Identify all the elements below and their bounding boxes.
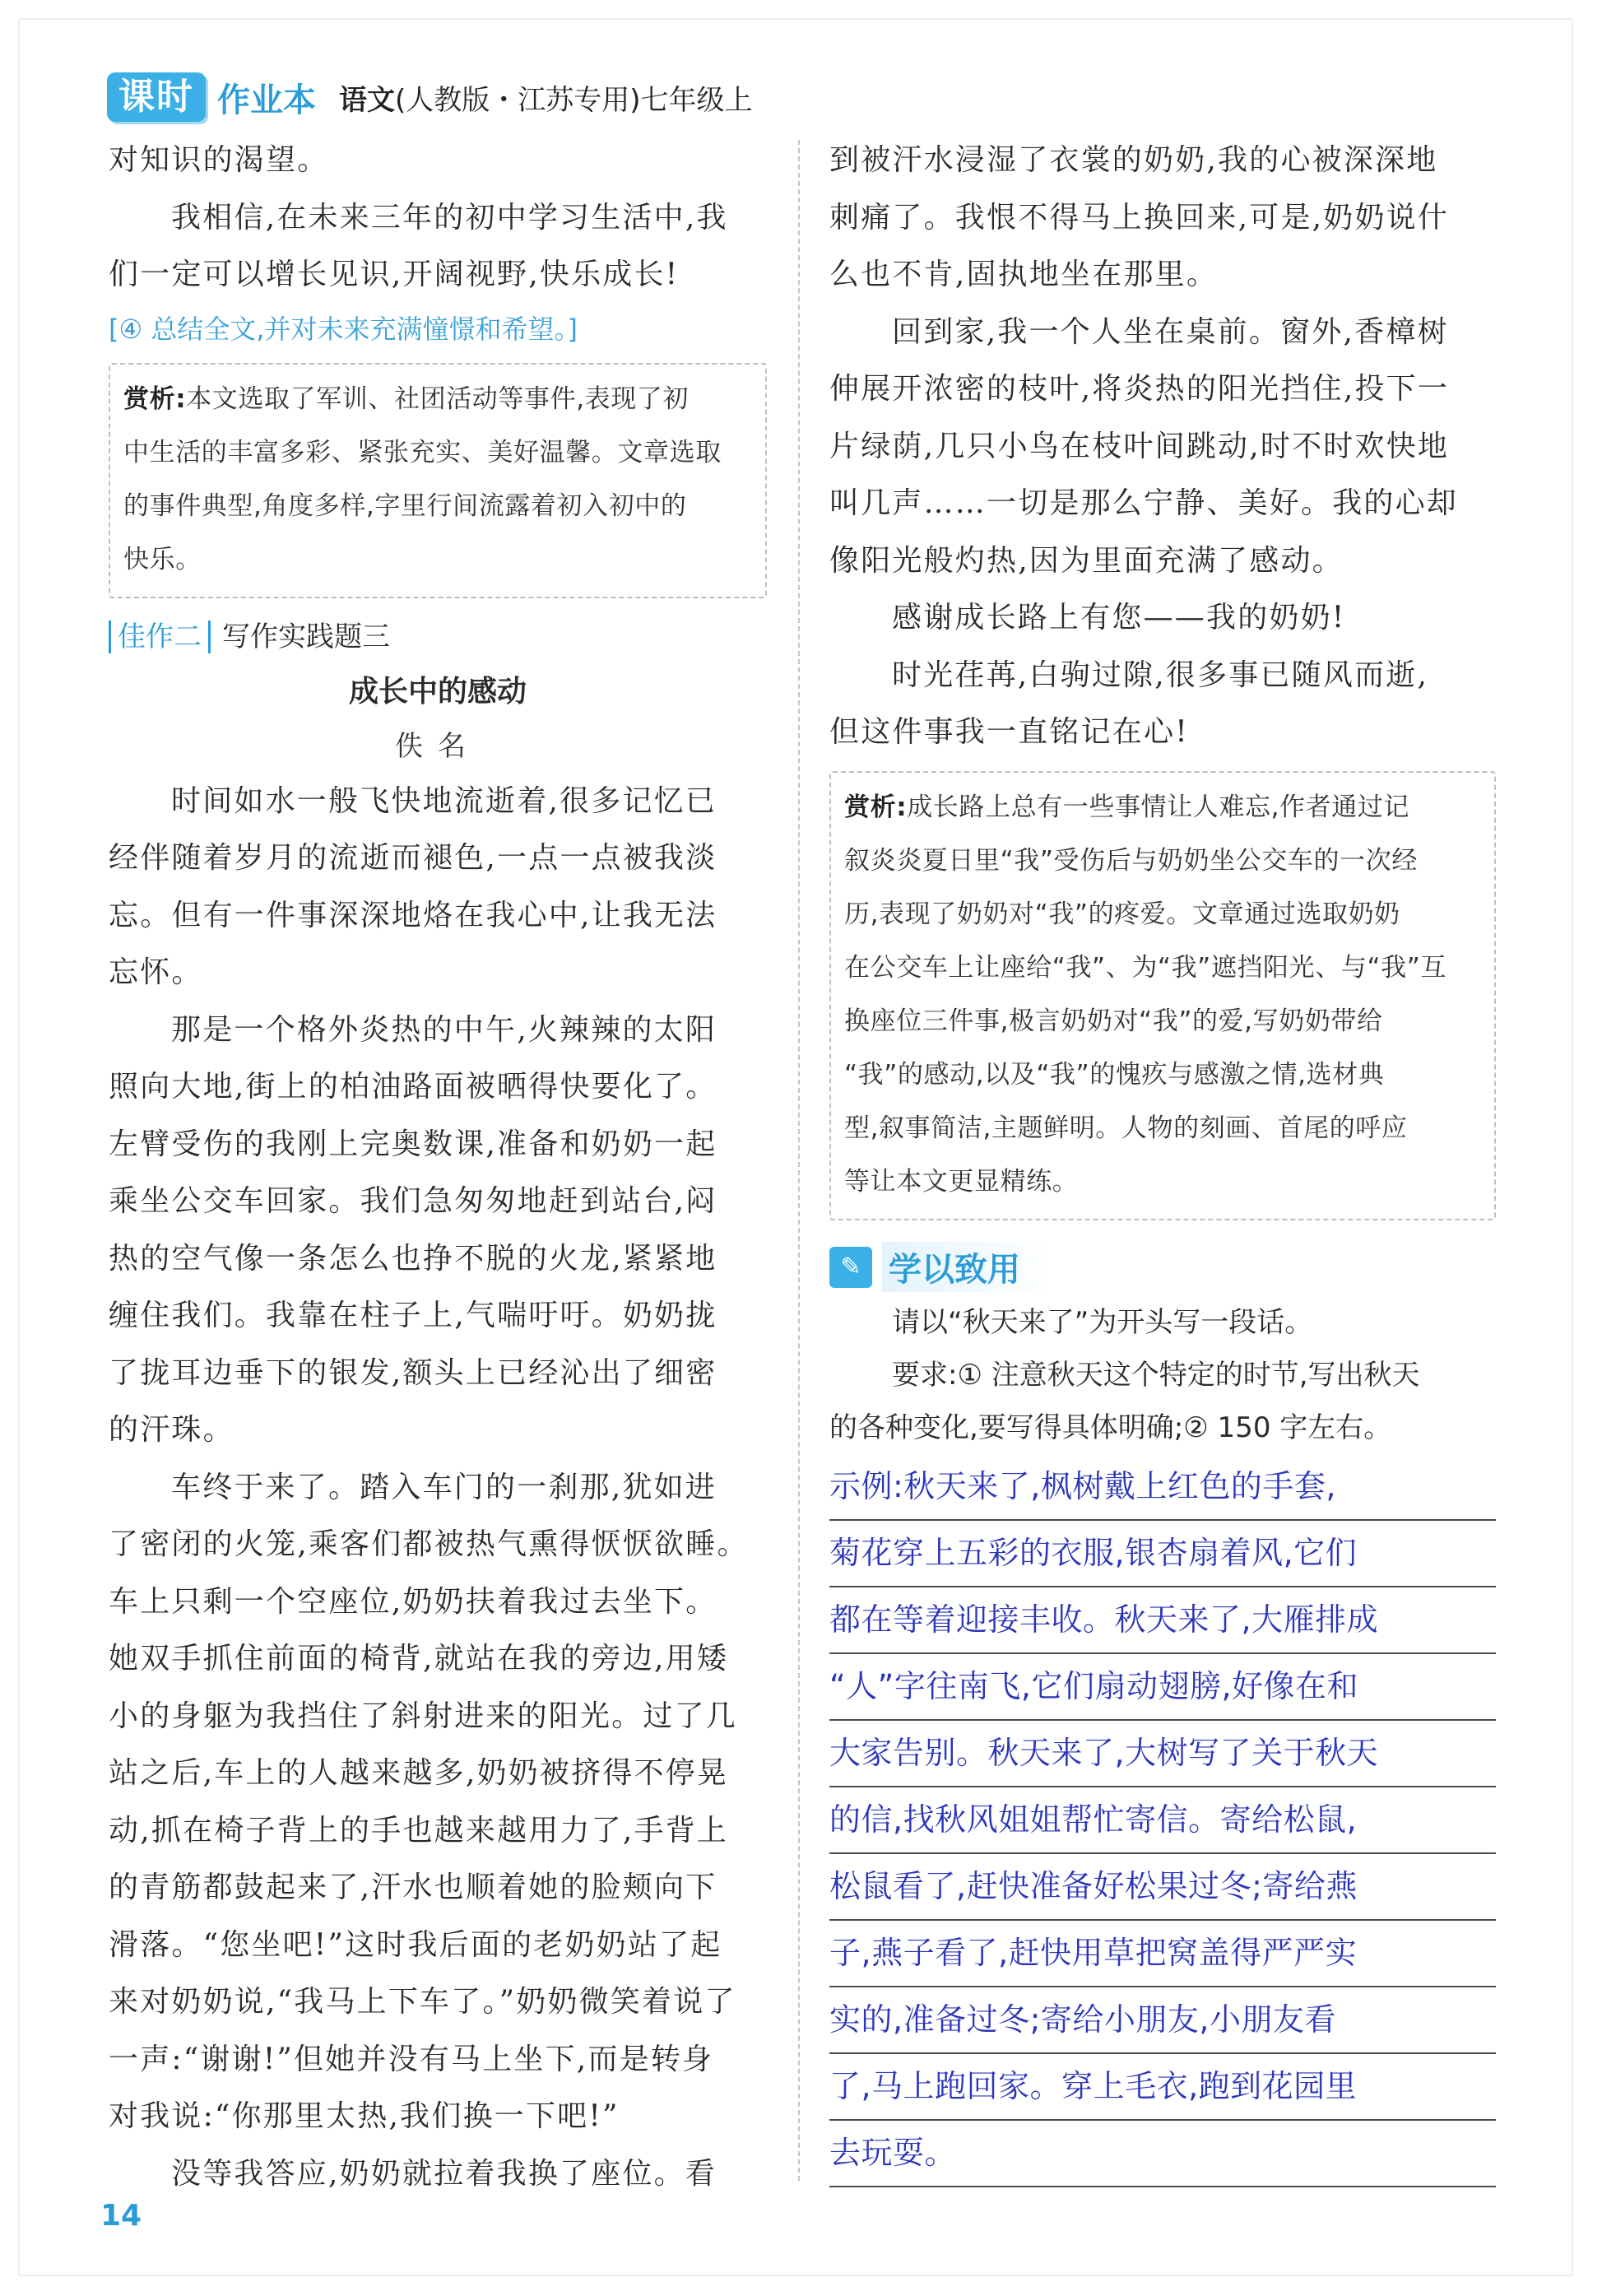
page-number: 14	[100, 2199, 142, 2233]
requirement-line: 要求:① 注意秋天这个特定的时节,写出秋天	[892, 1358, 1420, 1392]
analysis-box-1	[109, 363, 767, 598]
text-line: 没等我答应,奶奶就拉着我换了座位。看	[171, 2156, 717, 2191]
text-line: 动,抓在椅子背上的手也越来越用力了,手背上	[109, 1813, 729, 1847]
analysis-line: 换座位三件事,极言奶奶对“我”的爱,写奶奶带给	[844, 1006, 1383, 1036]
text-line: 的汗珠。	[109, 1413, 234, 1447]
essay-author: 佚名	[395, 729, 481, 763]
book-info	[339, 77, 753, 118]
brand-subtitle: 作业本	[217, 81, 316, 119]
text-line: 叫几声……一切是那么宁静、美好。我的心却	[829, 486, 1459, 520]
exemplar-tag-row	[109, 610, 767, 664]
text-line: 的青筋都鼓起来了,汗水也顺着她的脸颊向下	[109, 1871, 717, 1904]
text-line: 但这件事我一直铭记在心!	[829, 715, 1189, 749]
text-line: 照向大地,街上的柏油路面被晒得快要化了。	[109, 1070, 717, 1104]
analysis-line: 历,表现了奶奶对“我”的疼爱。文章通过选取奶奶	[844, 899, 1400, 929]
answer-area	[829, 1454, 1496, 2187]
text-line: 一声:“谢谢!”但她并没有马上坐下,而是转身	[109, 2042, 714, 2076]
answer-line: 子,燕子看了,赶快用草把窝盖得严严实	[829, 1921, 1496, 1987]
text-line: 我相信,在未来三年的初中学习生活中,我	[171, 200, 728, 235]
text-line: 忘怀。	[109, 955, 203, 989]
text-line: 车上只剩一个空座位,奶奶扶着我过去坐下。	[109, 1584, 717, 1619]
text-line: 伸展开浓密的枝叶,将炎热的阳光挡住,投下一	[829, 372, 1450, 406]
answer-line: 菊花穿上五彩的衣服,银杏扇着风,它们	[829, 1521, 1496, 1587]
left-column	[109, 132, 767, 2202]
text-line: 乘坐公交车回家。我们急匆匆地赶到站台,闷	[109, 1184, 717, 1218]
essay-paragraph-6	[829, 589, 1496, 647]
analysis-box-2	[829, 771, 1496, 1220]
exemplar-tag-text: 写作实践题三	[222, 620, 390, 653]
text-line: 站之后,车上的人越来越多,奶奶被挤得不停晃	[109, 1756, 729, 1790]
requirement-line: 的各种变化,要写得具体明确;② 150 字左右。	[829, 1411, 1392, 1444]
essay-paragraph-2	[109, 1002, 767, 1459]
text-line: 刺痛了。我恨不得马上换回来,可是,奶奶说什	[829, 200, 1450, 235]
text-line: 时光荏苒,白驹过隙,很多事已随风而逝,	[892, 658, 1429, 692]
text-line: 热的空气像一条怎么也挣不脱的火龙,紧紧地	[109, 1241, 717, 1276]
subject-label: 语文	[339, 83, 395, 117]
answer-line: 大家告别。秋天来了,大树写了关于秋天	[829, 1721, 1496, 1787]
answer-line: 都在等着迎接丰收。秋天来了,大雁排成	[829, 1587, 1496, 1654]
analysis-line: 的事件典型,角度多样,字里行间流露着初入初中的	[123, 490, 687, 521]
annotation-note: [④ 总结全文,并对未来充满憧憬和希望。]	[109, 313, 578, 345]
analysis-line: 快乐。	[123, 544, 202, 574]
right-column	[829, 132, 1496, 2187]
answer-line: “人”字往南飞,它们扇动翅膀,好像在和	[829, 1654, 1496, 1721]
pencil-icon: ✎	[829, 1247, 872, 1288]
answer-line: 的信,找秋风姐姐帮忙寄信。寄给松鼠,	[829, 1787, 1496, 1854]
text-line: 回到家,我一个人坐在桌前。窗外,香樟树	[892, 314, 1449, 349]
essay-paragraph-4-cont	[829, 132, 1496, 304]
answer-line: 了,马上跑回家。穿上毛衣,跑到花园里	[829, 2054, 1496, 2121]
analysis-line: 等让本文更显精练。	[844, 1166, 1079, 1197]
analysis-label: 赏析:	[123, 383, 187, 414]
text-line: 小的身躯为我挡住了斜射进来的阳光。过了几	[109, 1699, 738, 1733]
analysis-line: 在公交车上让座给“我”、为“我”遮挡阳光、与“我”互	[844, 952, 1446, 983]
answer-line: 实的,准备过冬;寄给小朋友,小朋友看	[829, 1987, 1496, 2054]
paragraph-ending	[109, 132, 767, 189]
exemplar-tag: 佳作二	[109, 620, 211, 653]
answer-line: 去玩耍。	[829, 2121, 1496, 2187]
essay-paragraph-5	[829, 304, 1496, 590]
answer-line: 松鼠看了,赶快准备好松果过冬;寄给燕	[829, 1854, 1496, 1921]
text-line: 缠住我们。我靠在柱子上,气喘吁吁。奶奶拢	[109, 1299, 717, 1332]
text-line: 忘。但有一件事深深地烙在我心中,让我无法	[109, 898, 717, 932]
column-divider	[798, 140, 800, 2181]
text-line: 车终于来了。踏入车门的一刹那,犹如进	[171, 1470, 717, 1504]
paragraph-conclusion	[109, 189, 767, 304]
text-line: 了拢耳边垂下的银发,额头上已经沁出了细密	[109, 1355, 717, 1390]
essay-paragraph-1	[109, 773, 767, 1002]
edition-label: (人教版・江苏专用)七年级上	[395, 83, 753, 117]
text-line: 们一定可以增长见识,开阔视野,快乐成长!	[109, 258, 680, 291]
answer-line: 示例:秋天来了,枫树戴上红色的手套,	[829, 1454, 1496, 1521]
brand-logo: 课时	[107, 72, 206, 122]
essay-paragraph-4	[109, 2145, 767, 2203]
analysis-line: “我”的感动,以及“我”的愧疚与感激之情,选材典	[844, 1059, 1385, 1090]
practice-section-title: 学以致用	[882, 1242, 1053, 1292]
essay-title: 成长中的感动	[348, 674, 527, 709]
text-line: 到被汗水浸湿了衣裳的奶奶,我的心被深深地	[829, 143, 1438, 177]
page-header	[107, 72, 753, 122]
analysis-line: 叙炎炎夏日里“我”受伤后与奶奶坐公交车的一次经	[844, 845, 1418, 876]
text-line: 时间如水一般飞快地流逝着,很多记忆已	[171, 783, 717, 818]
text-line: 对知识的渴望。	[109, 143, 329, 177]
text-line: 滑落。“您坐吧!”这时我后面的老奶奶站了起	[109, 1927, 722, 1962]
essay-paragraph-7	[829, 647, 1496, 761]
analysis-line: 赏析:成长路上总有一些事情让人难忘,作者通过记	[844, 792, 1410, 822]
analysis-line: 赏析:本文选取了军训、社团活动等事件,表现了初	[123, 383, 690, 414]
text-line: 感谢成长路上有您——我的奶奶!	[892, 601, 1346, 634]
analysis-label: 赏析:	[844, 792, 908, 822]
text-line: 经伴随着岁月的流逝而褪色,一点一点被我淡	[109, 841, 717, 875]
text-line: 片绿荫,几只小鸟在枝叶间跳动,时不时欢快地	[829, 429, 1450, 463]
analysis-line: 型,叙事简洁,主题鲜明。人物的刻画、首尾的呼应	[844, 1113, 1408, 1143]
text-line: 像阳光般灼热,因为里面充满了感动。	[829, 543, 1344, 578]
text-line: 她双手抓住前面的椅背,就站在我的旁边,用矮	[109, 1642, 729, 1676]
writing-prompt: 请以“秋天来了”为开头写一段话。	[892, 1305, 1313, 1339]
text-line: 来对奶奶说,“我马上下车了。”奶奶微笑着说了	[109, 1985, 736, 2019]
analysis-line: 中生活的丰富多彩、紧张充实、美好温馨。文章选取	[123, 437, 722, 467]
essay-paragraph-3	[109, 1459, 767, 2145]
text-line: 对我说:“你那里太热,我们换一下吧!”	[109, 2099, 620, 2133]
text-line: 么也不肯,固执地坐在那里。	[829, 258, 1219, 291]
text-line: 了密闭的火笼,乘客们都被热气熏得恹恹欲睡。	[109, 1527, 749, 1561]
text-line: 左臂受伤的我刚上完奥数课,准备和奶奶一起	[109, 1127, 717, 1161]
text-line: 那是一个格外炎热的中午,火辣辣的太阳	[171, 1012, 717, 1047]
practice-section-header	[829, 1239, 1496, 1296]
